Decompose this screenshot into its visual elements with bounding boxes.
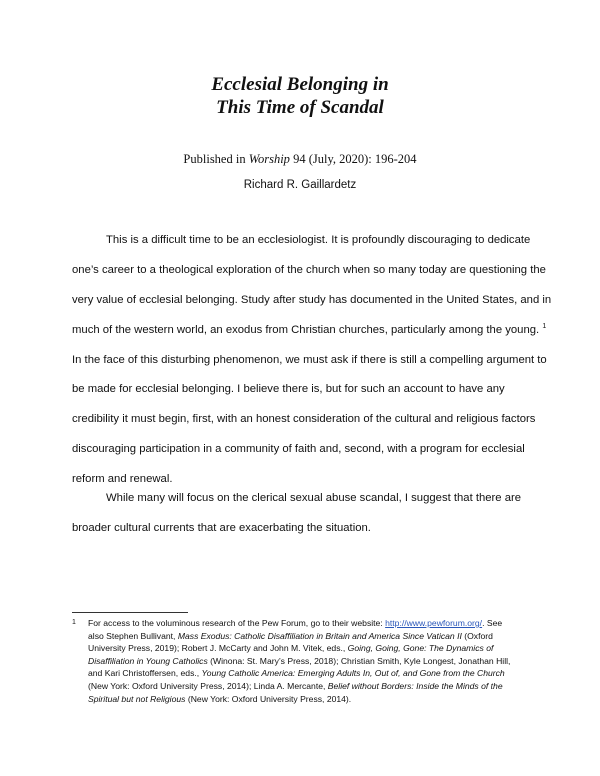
footnote-line: [72, 642, 532, 655]
footnote-1: [72, 617, 532, 705]
title-line-2: This Time of Scandal: [216, 97, 384, 118]
footnote-italic: Disaffiliation in Young Catholics: [88, 655, 208, 666]
footnote-separator: [72, 612, 188, 613]
paragraph-1: [72, 226, 552, 495]
publication-line: [0, 152, 600, 167]
paragraph-line: broader cultural currents that are exacerbating the situation.: [72, 521, 371, 534]
paragraph-line: [72, 316, 547, 346]
pewforum-link[interactable]: http://www.pewforum.org/: [385, 618, 483, 628]
footnote-line: [72, 655, 532, 668]
paragraph-line: reform and renewal.: [72, 473, 173, 486]
footnote-italic: Belief without Borders: Inside the Minds of the: [327, 680, 503, 691]
footnote-line: [72, 630, 532, 643]
footnote-text: (New York: Oxford University Press, 2014).: [185, 693, 352, 704]
footnote-italic: Spiritual but not Religious: [88, 693, 186, 704]
footnote-line: [72, 680, 532, 693]
paragraph-line: This is a difficult time to be an ecclesiologist. It is profoundly discouraging to dedicate: [106, 234, 531, 246]
footnote-text: (New York: Oxford University Press, 2014); Linda A. Mercante,: [88, 680, 328, 691]
footnote-text: also Stephen Bullivant,: [88, 630, 178, 641]
paragraph-line: credibility it must begin, first, with an honest consideration of the cultural and religious factors: [72, 413, 536, 426]
footnote-number: 1: [72, 619, 76, 626]
paragraph-line: one’s career to a theological exploration of the church when so many today are questioning the: [72, 263, 546, 276]
footnote-italic: Mass Exodus: Catholic Disaffiliation in Britain and America Since Vatican II: [177, 630, 462, 641]
footnote-italic: Young Catholic America: Emerging Adults In, Out of, and Gone from the Church: [201, 668, 505, 679]
paragraph-line: While many will focus on the clerical sexual abuse scandal, I suggest that there are: [106, 492, 522, 504]
paragraph-line: In the face of this disturbing phenomenon, we must ask if there is still a compelling argument to: [72, 353, 547, 366]
pub-prefix: Published in: [183, 152, 249, 166]
footnote-line: [72, 693, 532, 706]
footnote-text: (Oxford: [461, 630, 493, 641]
footnote-line: [72, 667, 532, 680]
footnote-italic: Going, Going, Gone: The Dynamics of: [347, 643, 494, 654]
footnote-text: . See: [482, 618, 503, 628]
footnote-text: University Press, 2019); Robert J. McCarty and John M. Vitek, eds.,: [88, 643, 348, 654]
author-name: Richard R. Gaillardetz: [243, 179, 357, 191]
footnote-line: [72, 617, 532, 630]
footnote-text: (Winona: St. Mary’s Press, 2018); Christian Smith, Kyle Longest, Jonathan Hill,: [207, 655, 511, 666]
footnote-mark[interactable]: 1: [542, 322, 547, 330]
footnote-text: For access to the voluminous research of the Pew Forum, go to their website:: [88, 618, 386, 628]
paragraph-line: very value of ecclesial belonging. Study after study has documented in the United States, and in: [72, 293, 552, 306]
paragraph-2: [72, 484, 532, 544]
paragraph-line: discouraging participation in a community of faith and, second, with a program for ecclesial: [72, 443, 525, 456]
pub-suffix: 94 (July, 2020): 196-204: [289, 152, 417, 166]
paragraph-line-text: much of the western world, an exodus from Christian churches, particularly among the young.: [72, 323, 540, 336]
footnote-text: and Kari Christoffersen, eds.,: [88, 668, 202, 679]
title-line-1: Ecclesial Belonging in: [211, 74, 389, 95]
pub-journal: Worship: [248, 152, 290, 166]
paragraph-line: be made for ecclesial belonging. I believe there is, but for such an account to have any: [72, 383, 505, 396]
